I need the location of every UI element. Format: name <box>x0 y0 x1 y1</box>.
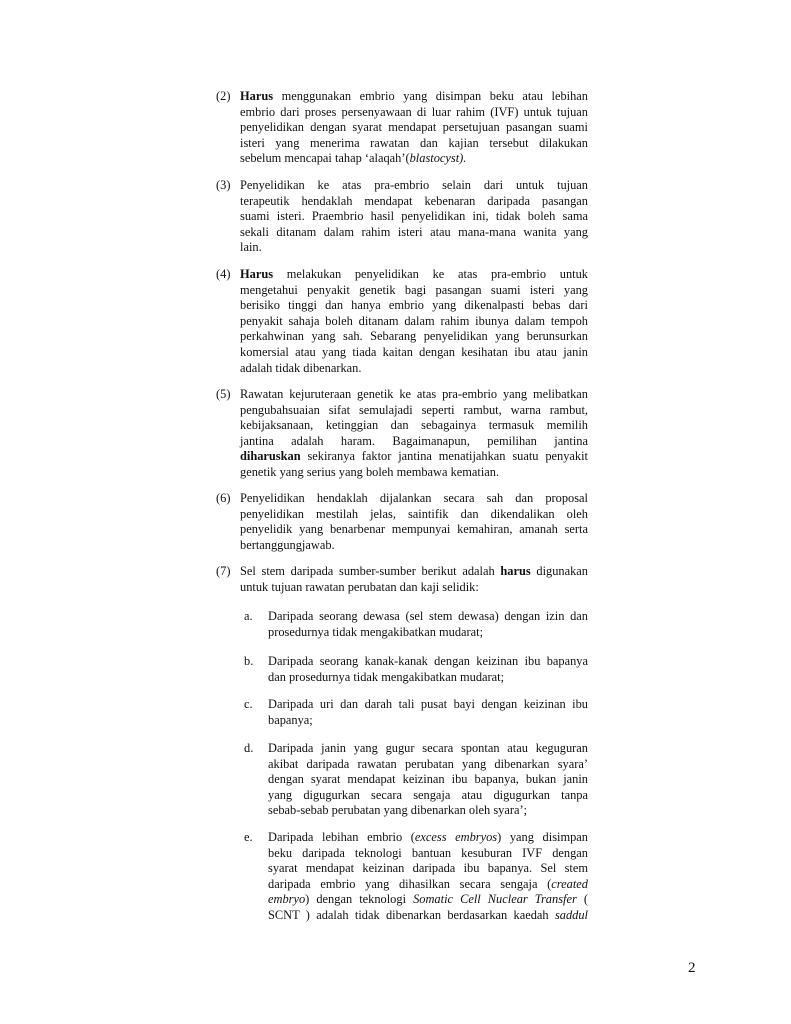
sub-item-text <box>268 609 588 640</box>
text-line <box>268 908 588 924</box>
item-number: (4) <box>216 267 231 281</box>
text-run: Penyelidikan hendaklah dijalankan secara sah dan proposal <box>240 491 588 505</box>
text-run: bertanggungjawab. <box>240 537 335 552</box>
bold-text: diharuskan <box>240 449 301 464</box>
text-line <box>268 830 588 846</box>
item-text <box>240 267 588 376</box>
text-line <box>240 361 588 377</box>
text-line <box>268 877 588 893</box>
sub-item-letter: a. <box>244 609 253 623</box>
text-run: Daripada seorang kanak-kanak dengan keizinan ibu bapanya <box>268 654 588 668</box>
text-line <box>240 209 588 225</box>
text-run: kebijaksanaan, ketinggian dan sebagainya termasuk memilih <box>240 418 588 433</box>
item-text <box>240 89 588 167</box>
text-run: lain. <box>240 240 262 255</box>
item-number: (5) <box>216 387 231 401</box>
text-line <box>240 240 588 256</box>
italic-text: created <box>551 876 588 891</box>
item-number: (3) <box>216 178 231 192</box>
sub-item-text <box>268 741 588 819</box>
sub-item-letter: e. <box>244 830 253 844</box>
text-line <box>268 713 588 729</box>
text-line <box>268 609 588 625</box>
text-line <box>240 465 588 481</box>
text-run: komersial atau yang tiada kaitan dengan kesihatan ibu atau janin <box>240 344 588 359</box>
text-line <box>240 89 588 105</box>
text-run: akibat daripada rawatan perubatan yang dibenarkan syara’ <box>268 756 588 771</box>
text-run: ) dengan teknologi <box>305 892 414 907</box>
italic-text: blastocyst). <box>409 151 467 166</box>
text-run: beku daripada teknologi bantuan kesuburan IVF dengan <box>268 845 588 860</box>
text-run: mengetahui penyakit genetik bagi pasangan suami isteri yang <box>240 282 588 297</box>
text-run: sebab-sebab perubatan yang dibenarkan oleh syara’; <box>268 803 528 818</box>
text-run: penyelidikan mestilah jelas, saintifik dan dikendalikan oleh <box>240 506 588 521</box>
text-line <box>240 283 588 299</box>
text-run: Daripada lebihan embrio ( <box>268 830 415 844</box>
italic-text: excess embryos <box>414 830 498 844</box>
bold-text: Harus <box>240 89 274 103</box>
text-line <box>240 507 588 523</box>
item-text <box>240 564 588 595</box>
item-number: (6) <box>216 491 231 505</box>
text-line <box>240 538 588 554</box>
text-line <box>268 892 588 908</box>
text-run: sekiranya faktor jantina menatijahkan suatu penyakit <box>300 449 588 464</box>
text-run: genetik yang serius yang boleh membawa kematian. <box>240 464 500 479</box>
text-line <box>240 449 588 465</box>
item-text <box>240 387 588 481</box>
italic-text: Somatic Cell Nuclear Transfer <box>413 892 577 907</box>
bold-text: harus <box>500 564 531 578</box>
text-line <box>240 345 588 361</box>
sub-item-text <box>268 830 588 924</box>
text-run: penyakit sahaja boleh ditanam dalam rahim ibunya dalam tempoh <box>240 313 588 328</box>
text-line <box>240 136 588 152</box>
text-line <box>268 846 588 862</box>
item-text <box>240 491 588 553</box>
text-run: menggunakan embrio yang disimpan beku atau lebihan <box>273 89 588 103</box>
text-run: adalah tidak dibenarkan. <box>240 360 362 375</box>
text-run: daripada embrio yang dihasilkan secara sengaja ( <box>268 876 552 891</box>
text-run: suami isteri. Praembrio hasil penyelidikan ini, tidak boleh sama <box>240 209 588 224</box>
text-line <box>240 298 588 314</box>
item-text <box>240 178 588 256</box>
text-line <box>240 225 588 241</box>
text-line <box>268 741 588 757</box>
text-run: terapeutik hendaklah mendapat kebenaran daripada pasangan <box>240 193 588 208</box>
text-run: untuk tujuan rawatan perubatan dan kaji selidik: <box>240 579 479 594</box>
text-line <box>240 120 588 136</box>
text-run: syarat mendapat keizinan daripada ibu bapanya. Sel stem <box>268 861 588 876</box>
text-line <box>268 772 588 788</box>
text-line <box>240 434 588 450</box>
sub-item-letter: d. <box>244 741 254 755</box>
text-line <box>240 522 588 538</box>
text-run: sekali ditanam dalam rahim isteri atau mana-mana wanita yang <box>240 224 588 239</box>
text-line <box>268 670 588 686</box>
italic-text: saddul <box>554 907 588 922</box>
text-line <box>268 697 588 713</box>
text-run: embrio dari proses persenyawaan di luar rahim (IVF) untuk tujuan <box>240 104 588 119</box>
text-run: dan prosedurnya tidak mengakibatkan mudarat; <box>268 669 505 684</box>
text-run: SCNT ) adalah tidak dibenarkan berdasarkan kaedah <box>268 907 555 922</box>
text-run: isteri yang menerima rawatan dan kajian tersebut dilakukan <box>240 135 588 150</box>
text-line <box>268 803 588 819</box>
text-run: jantina adalah haram. Bagaimanapun, pemilihan jantina <box>240 433 588 448</box>
text-run: berisiko tinggi dan hanya embrio yang dikenalpasti bebas dari <box>240 298 588 313</box>
text-run: Sel stem daripada sumber-sumber berikut adalah <box>240 564 501 578</box>
text-line <box>268 654 588 670</box>
text-run: prosedurnya tidak mengakibatkan mudarat; <box>268 624 484 639</box>
text-run: dengan syarat mendapat keizinan ibu bapanya, bukan janin <box>268 772 588 787</box>
text-run: Penyelidikan ke atas pra-embrio selain dari untuk tujuan <box>240 178 588 192</box>
text-line <box>240 178 588 194</box>
text-line <box>240 564 588 580</box>
text-run: penyelidikan dengan syarat mendapat persetujuan pasangan suami <box>240 120 588 135</box>
text-run: Daripada uri dan darah tali pusat bayi dengan keizinan ibu <box>268 697 588 711</box>
text-line <box>268 788 588 804</box>
sub-item-letter: c. <box>244 697 253 711</box>
text-run: pengubahsuaian sifat semulajadi seperti rambut, warna rambut, <box>240 402 588 417</box>
text-line <box>268 757 588 773</box>
text-line <box>240 387 588 403</box>
text-line <box>240 403 588 419</box>
text-run: bapanya; <box>268 712 313 727</box>
text-run: penyelidik yang benarbenar mempunyai kemahiran, amanah serta <box>240 522 588 537</box>
item-number: (7) <box>216 564 231 578</box>
text-run: ) yang disimpan <box>497 830 588 844</box>
sub-item-text <box>268 697 588 728</box>
sub-item-text <box>268 654 588 685</box>
text-line <box>240 194 588 210</box>
text-run: melakukan penyelidikan ke atas pra-embrio untuk <box>273 267 588 281</box>
text-run: Rawatan kejuruteraan genetik ke atas pra-embrio yang melibatkan <box>240 387 588 401</box>
bold-text: Harus <box>240 267 274 281</box>
text-line <box>240 105 588 121</box>
text-line <box>240 314 588 330</box>
text-run: perkahwinan yang sah. Sebarang penyelidikan yang berunsurkan <box>240 329 588 344</box>
text-run: Daripada janin yang gugur secara spontan atau keguguran <box>268 741 588 755</box>
item-number: (2) <box>216 89 231 103</box>
text-run: yang digugurkan secara sengaja atau digugurkan tanpa <box>268 787 588 802</box>
text-line <box>240 491 588 507</box>
italic-text: embryo <box>268 892 306 907</box>
text-line <box>268 625 588 641</box>
text-line <box>240 580 588 596</box>
page-number: 2 <box>688 960 696 976</box>
text-line <box>268 861 588 877</box>
text-run: Daripada seorang dewasa (sel stem dewasa) dengan izin dan <box>268 609 588 623</box>
text-line <box>240 267 588 283</box>
sub-item-letter: b. <box>244 654 254 668</box>
text-line <box>240 418 588 434</box>
text-line <box>240 151 588 167</box>
text-run: sebelum mencapai tahap ‘alaqah’( <box>240 151 410 166</box>
text-run: ( <box>576 892 588 907</box>
text-line <box>240 329 588 345</box>
text-run: digunakan <box>530 564 589 578</box>
